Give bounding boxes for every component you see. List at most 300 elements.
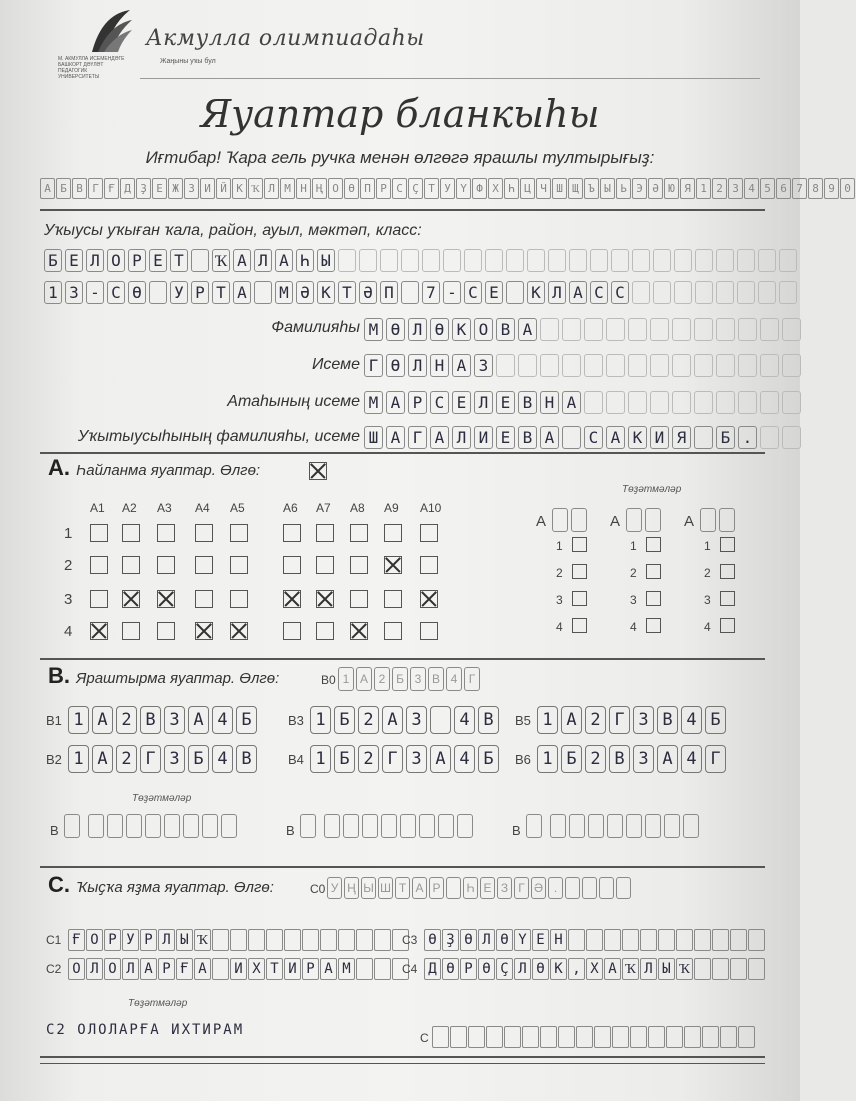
corrections-checkbox[interactable]	[572, 618, 587, 633]
letter-cell[interactable]: А	[386, 426, 405, 449]
letter-cell[interactable]: Т	[212, 281, 230, 304]
letter-cell[interactable]	[302, 929, 319, 951]
matching-cell[interactable]: 4	[454, 706, 475, 734]
letter-cell[interactable]	[760, 318, 779, 341]
answer-checkbox[interactable]	[230, 590, 248, 608]
matching-answer[interactable]	[310, 706, 502, 734]
letter-cell[interactable]: Л	[158, 929, 175, 951]
matching-answer[interactable]	[310, 745, 502, 773]
answer-checkbox[interactable]	[283, 590, 301, 608]
letter-cell[interactable]: Ҫ	[496, 958, 513, 980]
letter-cell[interactable]: .	[738, 426, 757, 449]
letter-cell[interactable]	[584, 354, 603, 377]
answer-checkbox[interactable]	[122, 524, 140, 542]
answer-checkbox[interactable]	[195, 524, 213, 542]
letter-cell[interactable]	[506, 249, 524, 272]
letter-cell[interactable]: Ы	[176, 929, 193, 951]
matching-cell[interactable]: 1	[68, 745, 89, 773]
corrections-checkbox[interactable]	[720, 618, 735, 633]
letter-cell[interactable]: С	[464, 281, 482, 304]
letter-cell[interactable]: У	[170, 281, 188, 304]
letter-cell[interactable]: Б	[44, 249, 62, 272]
school-line-1[interactable]	[44, 249, 800, 272]
corrections-cell[interactable]	[438, 814, 454, 838]
letter-cell[interactable]: М	[364, 318, 383, 341]
corrections-cell[interactable]	[343, 814, 359, 838]
matching-cell[interactable]: Б	[188, 745, 209, 773]
corrections-cell[interactable]	[324, 814, 340, 838]
letter-cell[interactable]: Ҡ	[676, 958, 693, 980]
letter-cell[interactable]	[730, 958, 747, 980]
matching-cell[interactable]: 3	[633, 706, 654, 734]
matching-cell[interactable]: 1	[310, 745, 331, 773]
name-field[interactable]	[364, 354, 804, 377]
letter-cell[interactable]: В	[518, 426, 537, 449]
answer-checkbox[interactable]	[157, 524, 175, 542]
corrections-checkbox[interactable]	[572, 591, 587, 606]
letter-cell[interactable]: А	[386, 391, 405, 414]
letter-cell[interactable]: С	[584, 426, 603, 449]
teacher-field[interactable]	[364, 426, 804, 449]
answer-checkbox[interactable]	[195, 622, 213, 640]
corrections-cell[interactable]	[683, 814, 699, 838]
corrections-cell[interactable]	[645, 814, 661, 838]
letter-cell[interactable]: К	[550, 958, 567, 980]
letter-cell[interactable]	[694, 426, 713, 449]
letter-cell[interactable]	[730, 929, 747, 951]
answer-checkbox[interactable]	[157, 590, 175, 608]
letter-cell[interactable]: Л	[474, 391, 493, 414]
corrections-cell[interactable]	[450, 1026, 467, 1048]
matching-cell[interactable]: А	[92, 706, 113, 734]
letter-cell[interactable]: М	[364, 391, 383, 414]
letter-cell[interactable]: Ө	[460, 929, 477, 951]
letter-cell[interactable]	[779, 281, 797, 304]
matching-cell[interactable]: В	[609, 745, 630, 773]
letter-cell[interactable]: К	[628, 426, 647, 449]
corrections-cell[interactable]	[486, 1026, 503, 1048]
matching-cell[interactable]: 4	[212, 745, 233, 773]
letter-cell[interactable]: Т	[170, 249, 188, 272]
letter-cell[interactable]	[606, 391, 625, 414]
surname-field[interactable]	[364, 318, 804, 341]
corrections-cell[interactable]	[468, 1026, 485, 1048]
letter-cell[interactable]: Р	[408, 391, 427, 414]
answer-checkbox[interactable]	[420, 590, 438, 608]
letter-cell[interactable]: Ө	[532, 958, 549, 980]
letter-cell[interactable]: Е	[65, 249, 83, 272]
matching-cell[interactable]: 4	[454, 745, 475, 773]
letter-cell[interactable]	[401, 249, 419, 272]
letter-cell[interactable]: Ө	[386, 354, 405, 377]
corrections-cell[interactable]	[552, 508, 568, 532]
matching-cell[interactable]: В	[236, 745, 257, 773]
letter-cell[interactable]	[374, 958, 391, 980]
corrections-cell[interactable]	[381, 814, 397, 838]
letter-cell[interactable]: С	[430, 391, 449, 414]
letter-cell[interactable]	[422, 249, 440, 272]
answer-checkbox[interactable]	[420, 556, 438, 574]
letter-cell[interactable]	[748, 958, 765, 980]
letter-cell[interactable]	[506, 281, 524, 304]
letter-cell[interactable]: Л	[254, 249, 272, 272]
letter-cell[interactable]	[338, 249, 356, 272]
letter-cell[interactable]	[760, 354, 779, 377]
letter-cell[interactable]	[611, 249, 629, 272]
letter-cell[interactable]	[738, 318, 757, 341]
matching-cell[interactable]: Б	[478, 745, 499, 773]
corrections-cell[interactable]	[400, 814, 416, 838]
answer-checkbox[interactable]	[350, 524, 368, 542]
corrections-checkbox[interactable]	[646, 618, 661, 633]
answer-checkbox[interactable]	[90, 524, 108, 542]
letter-cell[interactable]: Р	[302, 958, 319, 980]
letter-cell[interactable]	[540, 318, 559, 341]
corrections-cell[interactable]	[202, 814, 218, 838]
letter-cell[interactable]	[694, 391, 713, 414]
letter-cell[interactable]: Х	[586, 958, 603, 980]
letter-cell[interactable]: Е	[496, 426, 515, 449]
letter-cell[interactable]: Л	[86, 958, 103, 980]
letter-cell[interactable]: О	[68, 958, 85, 980]
letter-cell[interactable]	[760, 426, 779, 449]
short-answer-field[interactable]	[424, 958, 766, 980]
corrections-cell[interactable]	[720, 1026, 737, 1048]
corrections-cell[interactable]	[221, 814, 237, 838]
letter-cell[interactable]: А	[140, 958, 157, 980]
letter-cell[interactable]: Л	[408, 354, 427, 377]
letter-cell[interactable]	[356, 958, 373, 980]
corrections-cell[interactable]	[145, 814, 161, 838]
corrections-cell[interactable]	[645, 508, 661, 532]
corrections-cell[interactable]	[432, 1026, 449, 1048]
letter-cell[interactable]: Ҡ	[622, 958, 639, 980]
letter-cell[interactable]	[676, 929, 693, 951]
answer-checkbox[interactable]	[316, 590, 334, 608]
letter-cell[interactable]: Л	[640, 958, 657, 980]
corrections-cell[interactable]	[362, 814, 378, 838]
letter-cell[interactable]	[562, 426, 581, 449]
letter-cell[interactable]	[716, 354, 735, 377]
matching-cell[interactable]: 1	[537, 706, 558, 734]
letter-cell[interactable]	[782, 391, 801, 414]
corrections-cell[interactable]	[526, 814, 542, 838]
matching-cell[interactable]: 3	[633, 745, 654, 773]
matching-cell[interactable]: А	[188, 706, 209, 734]
letter-cell[interactable]	[606, 318, 625, 341]
letter-cell[interactable]	[674, 249, 692, 272]
letter-cell[interactable]	[248, 929, 265, 951]
letter-cell[interactable]: Ҙ	[442, 929, 459, 951]
letter-cell[interactable]: Ө	[128, 281, 146, 304]
letter-cell[interactable]	[320, 929, 337, 951]
letter-cell[interactable]	[527, 249, 545, 272]
school-line-2[interactable]	[44, 281, 800, 304]
letter-cell[interactable]: А	[275, 249, 293, 272]
letter-cell[interactable]: Л	[86, 249, 104, 272]
letter-cell[interactable]: Д	[424, 958, 441, 980]
matching-cell[interactable]: Б	[561, 745, 582, 773]
matching-cell[interactable]: В	[140, 706, 161, 734]
letter-cell[interactable]	[672, 318, 691, 341]
letter-cell[interactable]: К	[452, 318, 471, 341]
letter-cell[interactable]: Р	[128, 249, 146, 272]
corrections-cell[interactable]	[702, 1026, 719, 1048]
letter-cell[interactable]	[584, 391, 603, 414]
letter-cell[interactable]	[401, 281, 419, 304]
letter-cell[interactable]	[464, 249, 482, 272]
matching-cell[interactable]: Б	[236, 706, 257, 734]
letter-cell[interactable]	[712, 929, 729, 951]
letter-cell[interactable]	[694, 929, 711, 951]
letter-cell[interactable]	[590, 249, 608, 272]
corrections-checkbox[interactable]	[572, 537, 587, 552]
letter-cell[interactable]: А	[569, 281, 587, 304]
letter-cell[interactable]: С	[107, 281, 125, 304]
letter-cell[interactable]: У	[122, 929, 139, 951]
matching-cell[interactable]: Г	[609, 706, 630, 734]
letter-cell[interactable]: Л	[122, 958, 139, 980]
letter-cell[interactable]	[568, 929, 585, 951]
letter-cell[interactable]: О	[104, 958, 121, 980]
letter-cell[interactable]: А	[604, 958, 621, 980]
matching-cell[interactable]: А	[657, 745, 678, 773]
answer-checkbox[interactable]	[384, 622, 402, 640]
letter-cell[interactable]: Т	[266, 958, 283, 980]
letter-cell[interactable]	[562, 318, 581, 341]
answer-checkbox[interactable]	[230, 524, 248, 542]
matching-cell[interactable]	[430, 706, 451, 734]
letter-cell[interactable]	[672, 354, 691, 377]
letter-cell[interactable]	[650, 354, 669, 377]
matching-cell[interactable]: Б	[334, 706, 355, 734]
corrections-cell[interactable]	[648, 1026, 665, 1048]
answer-checkbox[interactable]	[90, 556, 108, 574]
short-answer-field[interactable]	[68, 958, 410, 980]
letter-cell[interactable]: А	[562, 391, 581, 414]
letter-cell[interactable]	[628, 391, 647, 414]
answer-checkbox[interactable]	[384, 524, 402, 542]
letter-cell[interactable]	[569, 249, 587, 272]
answer-checkbox[interactable]	[420, 524, 438, 542]
letter-cell[interactable]: В	[518, 391, 537, 414]
corrections-cell[interactable]	[550, 814, 566, 838]
corrections-cell[interactable]	[626, 814, 642, 838]
corrections-cell[interactable]	[569, 814, 585, 838]
letter-cell[interactable]	[694, 354, 713, 377]
letter-cell[interactable]: Һ	[296, 249, 314, 272]
matching-answer[interactable]	[68, 706, 260, 734]
letter-cell[interactable]	[695, 249, 713, 272]
corrections-cell[interactable]	[738, 1026, 755, 1048]
matching-cell[interactable]: А	[382, 706, 403, 734]
letter-cell[interactable]: И	[284, 958, 301, 980]
letter-cell[interactable]	[674, 281, 692, 304]
corrections-cell[interactable]	[666, 1026, 683, 1048]
letter-cell[interactable]: Е	[496, 391, 515, 414]
letter-cell[interactable]: Ү	[514, 929, 531, 951]
letter-cell[interactable]: Х	[248, 958, 265, 980]
letter-cell[interactable]	[716, 391, 735, 414]
letter-cell[interactable]: О	[107, 249, 125, 272]
letter-cell[interactable]: Ө	[442, 958, 459, 980]
corrections-cell[interactable]	[626, 508, 642, 532]
matching-cell[interactable]: 1	[68, 706, 89, 734]
corrections-cell[interactable]	[540, 1026, 557, 1048]
letter-cell[interactable]: Ы	[658, 958, 675, 980]
corrections-field[interactable]	[300, 814, 476, 838]
letter-cell[interactable]	[628, 354, 647, 377]
corrections-cell[interactable]	[684, 1026, 701, 1048]
letter-cell[interactable]	[540, 354, 559, 377]
answer-checkbox[interactable]	[350, 590, 368, 608]
letter-cell[interactable]: -	[443, 281, 461, 304]
letter-cell[interactable]	[359, 249, 377, 272]
corrections-checkbox[interactable]	[720, 537, 735, 552]
corrections-cell[interactable]	[558, 1026, 575, 1048]
letter-cell[interactable]: И	[650, 426, 669, 449]
letter-cell[interactable]: А	[233, 249, 251, 272]
letter-cell[interactable]	[694, 318, 713, 341]
letter-cell[interactable]: С	[611, 281, 629, 304]
answer-checkbox[interactable]	[283, 556, 301, 574]
matching-cell[interactable]: 2	[358, 745, 379, 773]
answer-checkbox[interactable]	[195, 556, 213, 574]
letter-cell[interactable]	[640, 929, 657, 951]
letter-cell[interactable]: Ө	[430, 318, 449, 341]
corrections-checkbox[interactable]	[646, 537, 661, 552]
letter-cell[interactable]	[374, 929, 391, 951]
corrections-checkbox[interactable]	[646, 591, 661, 606]
answer-checkbox[interactable]	[122, 622, 140, 640]
letter-cell[interactable]	[149, 281, 167, 304]
letter-cell[interactable]: Л	[514, 958, 531, 980]
letter-cell[interactable]: Р	[158, 958, 175, 980]
letter-cell[interactable]	[212, 958, 229, 980]
letter-cell[interactable]	[782, 426, 801, 449]
matching-cell[interactable]: Б	[334, 745, 355, 773]
matching-cell[interactable]: 3	[406, 745, 427, 773]
letter-cell[interactable]	[443, 249, 461, 272]
answer-checkbox[interactable]	[420, 622, 438, 640]
letter-cell[interactable]: П	[380, 281, 398, 304]
letter-cell[interactable]	[716, 281, 734, 304]
letter-cell[interactable]	[653, 281, 671, 304]
letter-cell[interactable]	[653, 249, 671, 272]
letter-cell[interactable]	[758, 281, 776, 304]
letter-cell[interactable]: Е	[149, 249, 167, 272]
matching-cell[interactable]: 3	[164, 745, 185, 773]
matching-cell[interactable]: А	[92, 745, 113, 773]
letter-cell[interactable]: Ғ	[176, 958, 193, 980]
letter-cell[interactable]: А	[194, 958, 211, 980]
matching-cell[interactable]: 3	[406, 706, 427, 734]
letter-cell[interactable]	[622, 929, 639, 951]
letter-cell[interactable]	[628, 318, 647, 341]
letter-cell[interactable]	[230, 929, 247, 951]
letter-cell[interactable]: В	[496, 318, 515, 341]
corrections-checkbox[interactable]	[646, 564, 661, 579]
letter-cell[interactable]: Н	[430, 354, 449, 377]
corrections-cell[interactable]	[594, 1026, 611, 1048]
letter-cell[interactable]: К	[527, 281, 545, 304]
corrections-cell[interactable]	[107, 814, 123, 838]
section-c-correction-field[interactable]	[432, 1026, 756, 1048]
matching-cell[interactable]: 4	[681, 745, 702, 773]
letter-cell[interactable]: А	[606, 426, 625, 449]
letter-cell[interactable]: Р	[140, 929, 157, 951]
letter-cell[interactable]: А	[430, 426, 449, 449]
letter-cell[interactable]	[485, 249, 503, 272]
corrections-checkbox[interactable]	[720, 591, 735, 606]
matching-cell[interactable]: 2	[585, 745, 606, 773]
letter-cell[interactable]: -	[86, 281, 104, 304]
corrections-cell[interactable]	[419, 814, 435, 838]
letter-cell[interactable]	[606, 354, 625, 377]
letter-cell[interactable]: ,	[568, 958, 585, 980]
corrections-field[interactable]	[64, 814, 240, 838]
corrections-cell[interactable]	[630, 1026, 647, 1048]
matching-cell[interactable]: 2	[116, 706, 137, 734]
letter-cell[interactable]	[658, 929, 675, 951]
answer-checkbox[interactable]	[316, 556, 334, 574]
corrections-cell[interactable]	[700, 508, 716, 532]
letter-cell[interactable]: О	[474, 318, 493, 341]
corrections-cell[interactable]	[64, 814, 80, 838]
matching-answer[interactable]	[68, 745, 260, 773]
letter-cell[interactable]	[338, 929, 355, 951]
answer-checkbox[interactable]	[316, 622, 334, 640]
matching-cell[interactable]: 4	[681, 706, 702, 734]
corrections-cell[interactable]	[607, 814, 623, 838]
letter-cell[interactable]	[632, 249, 650, 272]
letter-cell[interactable]	[356, 929, 373, 951]
letter-cell[interactable]: Ө	[496, 929, 513, 951]
letter-cell[interactable]: Ә	[359, 281, 377, 304]
letter-cell[interactable]	[380, 249, 398, 272]
letter-cell[interactable]	[672, 391, 691, 414]
corrections-cell[interactable]	[664, 814, 680, 838]
answer-checkbox[interactable]	[283, 622, 301, 640]
matching-cell[interactable]: Г	[705, 745, 726, 773]
letter-cell[interactable]: И	[474, 426, 493, 449]
letter-cell[interactable]: Ы	[317, 249, 335, 272]
letter-cell[interactable]: А	[518, 318, 537, 341]
matching-cell[interactable]: 2	[358, 706, 379, 734]
letter-cell[interactable]: Ш	[364, 426, 383, 449]
answer-checkbox[interactable]	[90, 590, 108, 608]
answer-checkbox[interactable]	[384, 556, 402, 574]
letter-cell[interactable]: Е	[452, 391, 471, 414]
matching-cell[interactable]: В	[478, 706, 499, 734]
letter-cell[interactable]: Ҡ	[194, 929, 211, 951]
letter-cell[interactable]: Г	[364, 354, 383, 377]
answer-checkbox[interactable]	[316, 524, 334, 542]
letter-cell[interactable]	[284, 929, 301, 951]
letter-cell[interactable]	[695, 281, 713, 304]
corrections-cell[interactable]	[504, 1026, 521, 1048]
letter-cell[interactable]: Ө	[386, 318, 405, 341]
letter-cell[interactable]: 1	[44, 281, 62, 304]
answer-checkbox[interactable]	[230, 622, 248, 640]
letter-cell[interactable]	[737, 281, 755, 304]
letter-cell[interactable]: Л	[452, 426, 471, 449]
letter-cell[interactable]: Н	[550, 929, 567, 951]
corrections-cell[interactable]	[164, 814, 180, 838]
answer-checkbox[interactable]	[157, 556, 175, 574]
letter-cell[interactable]: Г	[408, 426, 427, 449]
letter-cell[interactable]	[782, 318, 801, 341]
